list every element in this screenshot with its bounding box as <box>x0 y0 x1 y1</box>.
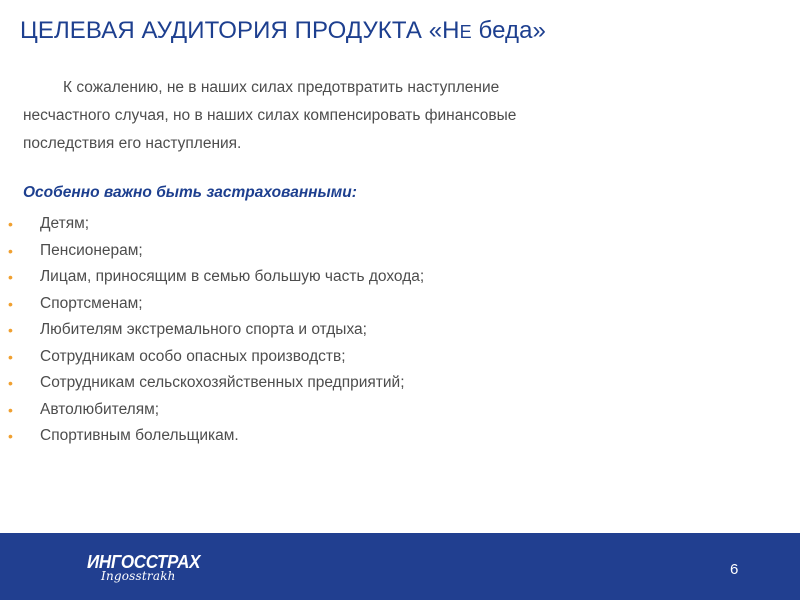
page-number: 6 <box>730 561 739 578</box>
list-item <box>0 423 424 450</box>
logo-wordmark: ИНГОССТРАХ <box>87 552 201 573</box>
intro-line: несчастного случая, но в наших силах компенсировать финансовые <box>23 107 517 124</box>
intro-line: последствия его наступления. <box>23 135 242 152</box>
list-item-text: Пенсионерам; <box>40 241 143 259</box>
list-item <box>0 317 424 344</box>
list-item-text: Автолюбителям; <box>40 400 160 418</box>
bullet-icon: • <box>8 295 13 312</box>
list-item <box>0 397 424 424</box>
list-item <box>0 238 424 265</box>
bullet-icon: • <box>8 322 13 338</box>
company-logo <box>87 552 217 588</box>
bullet-icon: • <box>8 401 13 418</box>
list-item <box>0 370 424 397</box>
bullet-icon: • <box>8 348 13 365</box>
bullet-icon: • <box>8 375 13 391</box>
list-item-text: Спортсменам; <box>40 294 143 312</box>
list-item <box>0 264 424 291</box>
audience-list <box>0 211 424 450</box>
slide-title <box>20 17 546 45</box>
title-end: беда» <box>471 17 546 44</box>
bullet-icon: • <box>8 242 13 259</box>
list-item-text: Сотрудникам особо опасных производств; <box>40 347 346 365</box>
list-item <box>0 291 424 318</box>
bullet-icon: • <box>8 269 13 285</box>
intro-paragraph <box>23 74 703 158</box>
list-item-text: Детям; <box>40 215 90 232</box>
list-item <box>0 344 424 371</box>
list-item-text: Любителям экстремального спорта и отдыха; <box>40 321 367 338</box>
logo-script: Ingosstrakh <box>101 569 176 583</box>
bullet-icon: • <box>8 428 13 444</box>
list-heading: Особенно важно быть застрахованными: <box>23 184 357 201</box>
list-item <box>0 211 424 238</box>
title-main: ЦЕЛЕВАЯ АУДИТОРИЯ ПРОДУКТА «Н <box>20 17 460 44</box>
bullet-icon: • <box>8 216 13 232</box>
list-item-text: Сотрудникам сельскохозяйственных предприятий; <box>40 374 405 391</box>
intro-line: К сожалению, не в наших силах предотвратить наступление <box>63 79 500 96</box>
list-item-text: Спортивным болельщикам. <box>40 427 239 444</box>
list-item-text: Лицам, приносящим в семью большую часть дохода; <box>40 268 425 285</box>
title-smallcaps: Е <box>459 22 472 42</box>
